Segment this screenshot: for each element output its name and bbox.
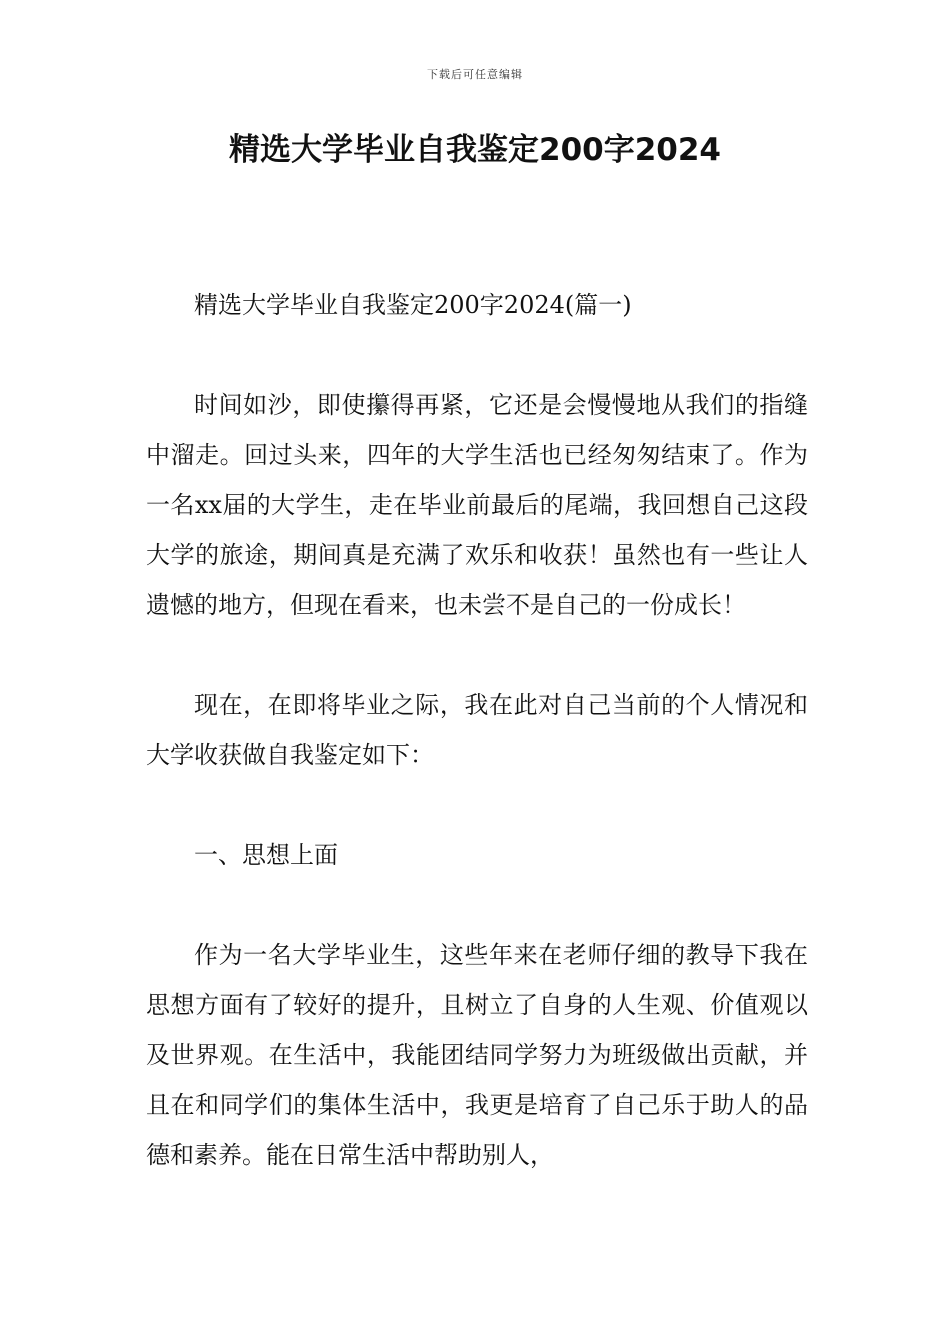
paragraph-thought: 作为一名大学毕业生，这些年来在老师仔细的教导下我在思想方面有了较好的提升，且树立了自身的人生观、价值观以及世界观。在生活中，我能团结同学努力为班级做出贡献，并且在和同学们的集体生活中，我更是培育了自己乐于助人的品德和素养。能在日常生活中帮助别人， <box>146 941 808 1169</box>
paragraph-section-heading: 精选大学毕业自我鉴定200字2024(篇一) <box>194 291 632 319</box>
header-note: 下载后可任意编辑 <box>427 68 523 81</box>
document-body <box>146 280 808 1180</box>
document-title: 精选大学毕业自我鉴定200字2024 <box>229 132 721 168</box>
paragraph-intro: 时间如沙，即使攥得再紧，它还是会慢慢地从我们的指缝中溜走。回过头来，四年的大学生活也已经匆匆结束了。作为一名xx届的大学生，走在毕业前最后的尾端，我回想自己这段大学的旅途，期间真是充满了欢乐和收获！虽然也有一些让人遗憾的地方，但现在看来，也未尝不是自己的一份成长！ <box>146 391 808 619</box>
paragraph-subheading-thought: 一、思想上面 <box>194 841 338 869</box>
paragraph-summary: 现在，在即将毕业之际，我在此对自己当前的个人情况和大学收获做自我鉴定如下： <box>146 691 808 769</box>
